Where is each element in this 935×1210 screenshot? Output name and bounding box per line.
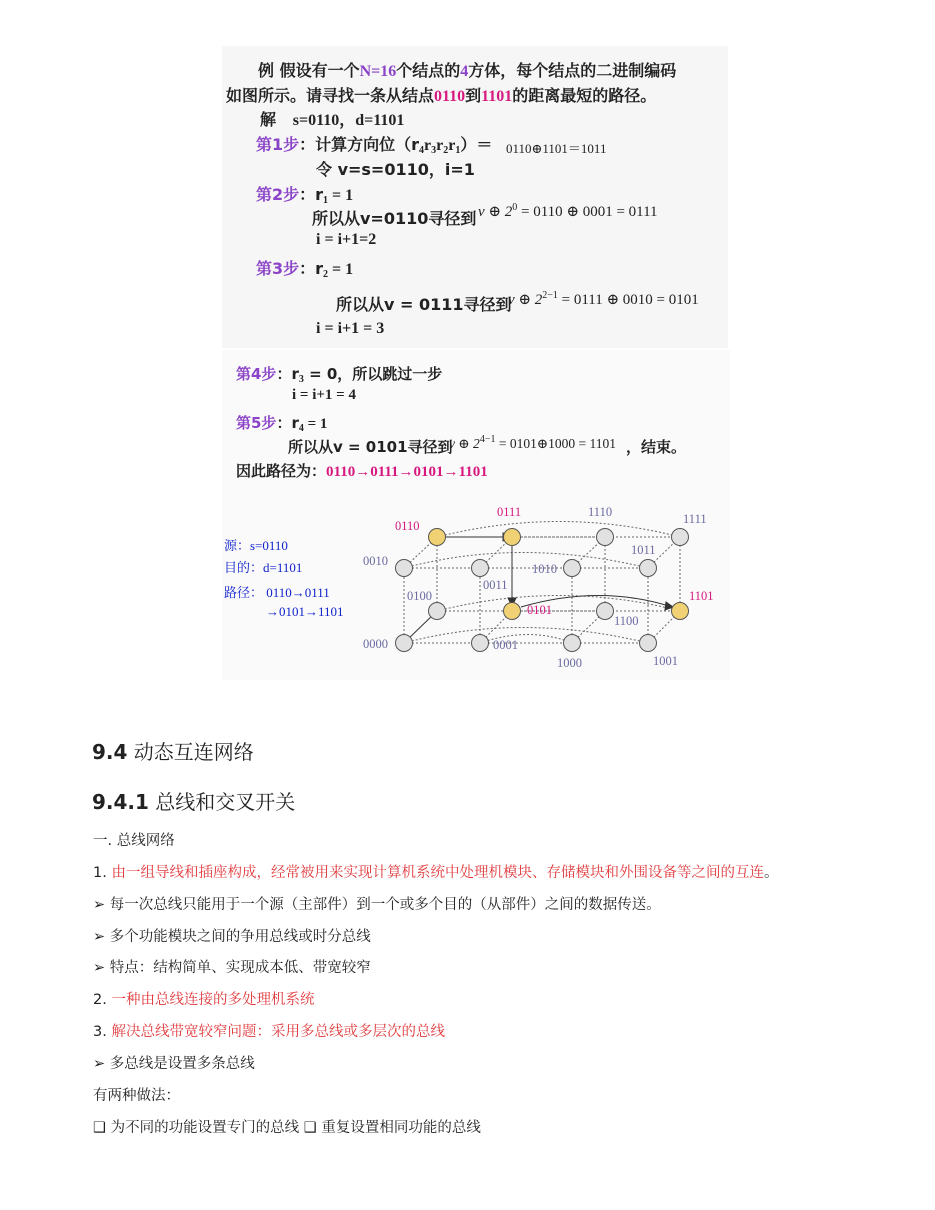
label-1011: 1011 [631, 543, 656, 557]
two-methods-text: 有两种做法： [93, 1088, 180, 1104]
step2-line2: 所以从v=0110寻径到 [312, 209, 477, 228]
figure-src-label: 源：s=0110 [224, 538, 288, 553]
label-0001: 0001 [493, 638, 518, 652]
node-1001 [639, 634, 657, 652]
section-heading-9-4-1: 9.4.1 总线和交叉开关 [92, 790, 296, 814]
node-0111 [503, 528, 521, 546]
section-heading-9-4: 9.4 动态互连网络 [92, 740, 254, 764]
step2-equation: v ⊕ $2^0 = 0110$ ⊕ 0001 = 0111 [478, 202, 658, 220]
bullet-4: ➢ 多总线是设置多条总线 [93, 1056, 255, 1072]
node-1111 [671, 528, 689, 546]
step5-line2: 所以从v = 0101寻径到 [288, 438, 453, 456]
step3-line2: 所以从v = 0111寻径到 [336, 295, 512, 314]
item-3: 3. 解决总线带宽较窄问题：采用多总线或多层次的总线 [93, 1024, 445, 1040]
label-0010: 0010 [363, 554, 388, 568]
step5-equation: v ⊕ $2^{4-1}$ = 0101⊕1000 = 1101 [449, 434, 616, 451]
node-0011 [471, 559, 489, 577]
node-0010 [395, 559, 413, 577]
step3-line: 第3步：$r_2 = 1$ [256, 259, 354, 280]
node-0001 [471, 634, 489, 652]
bullet-1: ➢ 每一次总线只能用于一个源（主部件）到一个或多个目的（从部件）之间的数据传送。 [93, 897, 661, 913]
label-0011: 0011 [483, 578, 508, 592]
node-1011 [639, 559, 657, 577]
label-0101: 0101 [527, 603, 552, 617]
figure-path-label-2: →0101→1101 [266, 604, 344, 619]
node-0110 [428, 528, 446, 546]
label-1010: 1010 [532, 562, 557, 576]
step5-line: 第5步：$r_4 = 1$ [236, 414, 328, 434]
node-0101 [503, 602, 521, 620]
node-1101 [671, 602, 689, 620]
label-0100: 0100 [407, 589, 432, 603]
step4-line2: i = i+1 = 4 [292, 387, 356, 403]
label-0000: 0000 [363, 637, 388, 651]
label-1100: 1100 [614, 614, 639, 628]
step1-equation: 0110⊕1101＝1011 [506, 141, 607, 156]
label-1000: 1000 [557, 656, 582, 670]
item-2: 2. 一种由总线连接的多处理机系统 [93, 992, 315, 1008]
step5-end: ，结束。 [626, 438, 687, 456]
node-1000 [563, 634, 581, 652]
step4-line: 第4步：$r_3 = 0$，所以跳过一步 [236, 365, 443, 385]
label-0111: 0111 [497, 505, 522, 519]
methods-line: ❑ 为不同的功能设置专门的总线 ❑ 重复设置相同功能的总线 [93, 1120, 481, 1136]
figure-path-label: 路径： 0110→0111 [224, 585, 330, 600]
label-1101: 1101 [689, 589, 714, 603]
example-line-2: 如图所示。请寻找一条从结点0110到1101的距离最短的路径。 [226, 86, 657, 105]
figure-dst-label: 目的：d=1101 [224, 560, 303, 575]
step1-line: 第1步：计算方向位$(r_4r_3r_2r_1)=$ [256, 135, 493, 156]
node-0000 [395, 634, 413, 652]
path-line: 因此路径为：0110→0111→0101→1101 [236, 462, 488, 480]
label-1111: 1111 [683, 512, 707, 526]
bullet-2: ➢ 多个功能模块之间的争用总线或时分总线 [93, 929, 371, 945]
label-0110: 0110 [395, 519, 420, 533]
example-line-1: 例 假设有一个N=16个结点的4方体，每个结点的二进制编码 [258, 61, 677, 80]
node-0100 [428, 602, 446, 620]
node-1110 [596, 528, 614, 546]
node-1010 [563, 559, 581, 577]
step1-line2: 令 v=s=0110，i=1 [316, 160, 475, 179]
step2-line3: i = i+1=2 [316, 231, 377, 248]
step3-equation: v ⊕ $2^{2-1} = 0111$ ⊕ 0010 = 0101 [508, 290, 699, 308]
sub-heading-bus-network: 一. 总线网络 [93, 833, 175, 849]
node-1100 [596, 602, 614, 620]
solve-line: 解 s=0110，d=1101 [260, 110, 405, 129]
bullet-3: ➢ 特点：结构简单、实现成本低、带宽较窄 [93, 960, 371, 976]
label-1001: 1001 [653, 654, 678, 668]
step3-line3: i = i+1 = 3 [316, 320, 385, 337]
item-1: 1. 由一组导线和插座构成，经常被用来实现计算机系统中处理机模块、存储模块和外围设备等之间的互连。 [93, 865, 779, 881]
label-1110: 1110 [588, 505, 613, 519]
step2-line: 第2步：$r_1 = 1$ [256, 185, 354, 206]
